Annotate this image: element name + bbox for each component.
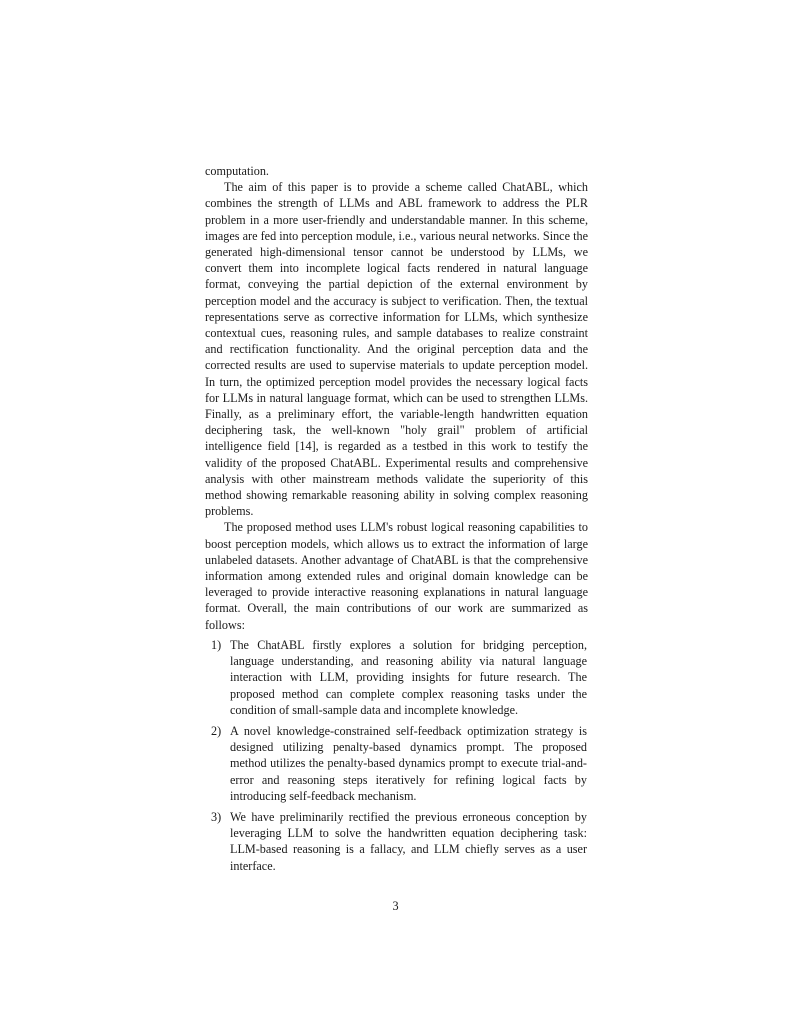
contribution-text: We have preliminarily rectified the previous erroneous conception by leveraging LLM to solve the handwritten equation deciphering task: LLM-based reasoning is a fallacy, and LLM chiefly serves as a user interface. xyxy=(230,809,587,873)
contribution-number: 1) xyxy=(211,637,222,652)
paragraph-scheme-overview: The aim of this paper is to provide a scheme called ChatABL, which combines the strength of LLMs and ABL framework to address the PLR problem in a more user-friendly and understandable manner. In this scheme, images are fed into perception module, i.e., various neural networks. Since the generated high-dimensional tensor cannot be understood by LLMs, we convert them into incomplete logical facts rendered in natural language format, conveying the partial depiction of the external environment by perception model and the accuracy is subject to verification. Then, the textual representations serve as corrective information for LLMs, which synthesize contextual cues, reasoning rules, and sample databases to realize constraint and rectification functionality. And the original perception data and the corrected results are used to supervise materials to update perception model. In turn, the optimized perception model provides the necessary logical facts for LLMs in natural language format, which can be used to strengthen LLMs. Finally, as a preliminary effort, the variable-length handwritten equation deciphering task, the well-known "holy grail" problem of artificial intelligence field [14], is regarded as a testbed in this work to testify the validity of the proposed ChatABL. Experimental results and comprehensive analysis with other mainstream methods validate the superiority of this method showing remarkable reasoning ability in solving complex reasoning problems. xyxy=(205,180,588,519)
contributions-list xyxy=(205,637,588,874)
contribution-item xyxy=(205,809,588,874)
contribution-text: A novel knowledge-constrained self-feedback optimization strategy is designed utilizing penalty-based dynamics prompt. The proposed method utilizes the penalty-based dynamics prompt to execute trial-and-error and reasoning steps iteratively for refining logical facts by introducing self-feedback mechanism. xyxy=(230,723,587,803)
page-body xyxy=(205,163,588,879)
contribution-number: 3) xyxy=(211,809,222,824)
paragraph-method-advantages: The proposed method uses LLM's robust logical reasoning capabilities to boost perception models, which allows us to extract the information of large unlabeled datasets. Another advantage of ChatABL is that the comprehensive information among extended rules and original domain knowledge can be leveraged to provide interactive reasoning explanations in natural language format. Overall, the main contributions of our work are summarized as follows: xyxy=(205,520,588,632)
contribution-text: The ChatABL firstly explores a solution for bridging perception, language understanding, and reasoning ability via natural language interaction with LLM, providing insights for future research. The proposed method can complete complex reasoning tasks under the condition of small-sample data and incomplete knowledge. xyxy=(230,637,587,717)
contribution-item xyxy=(205,637,588,718)
contribution-item xyxy=(205,723,588,804)
page-number: 3 xyxy=(392,899,399,913)
lead-fragment: computation. xyxy=(205,164,269,178)
contribution-number: 2) xyxy=(211,723,222,738)
